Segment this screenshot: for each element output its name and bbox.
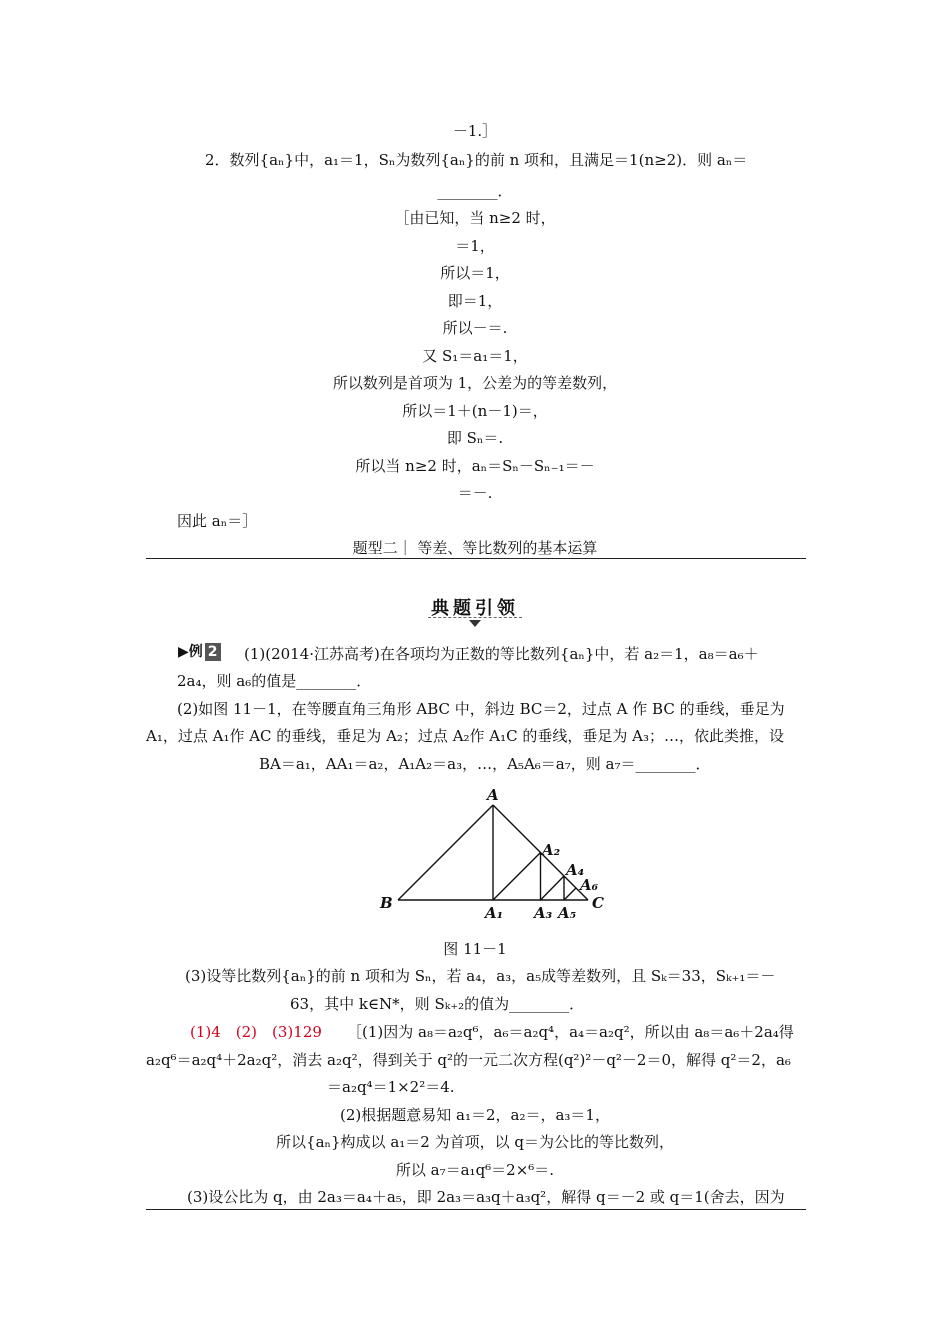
- segment-a5a6: [564, 888, 576, 900]
- solution-line: ＝1，: [455, 237, 495, 255]
- solution-line: 所以数列是首项为 1，公差为的等差数列，: [332, 374, 618, 392]
- label-a1: A₁: [485, 904, 504, 922]
- example-number: 2: [205, 643, 221, 661]
- question-2-line: (2)如图 11－1，在等腰直角三角形 ABC 中，斜边 BC＝2，过点 A 作 BC 的垂线，垂足为: [177, 700, 785, 718]
- label-a2: A₂: [542, 841, 561, 859]
- solution-line: 所以{aₙ}构成以 a₁＝2 为首项，以 q＝为公比的等比数列，: [276, 1133, 674, 1151]
- question-2-line: BA＝a₁，AA₁＝a₂，A₁A₂＝a₃，…，A₅A₆＝a₇，则 a₇＝________．: [259, 755, 711, 773]
- solution-line: ［(1)因为 a₈＝a₂q⁶，a₆＝a₂q⁴，a₄＝a₂q²，所以由 a₈＝a₆＋2a₄得: [347, 1023, 794, 1041]
- solution-line: 所以当 n≥2 时，aₙ＝Sₙ－Sₙ₋₁＝－: [355, 457, 595, 475]
- solution-line: 因此 aₙ＝］: [177, 512, 258, 530]
- label-a3: A₃: [534, 904, 553, 922]
- solution-line: 又 S₁＝a₁＝1，: [422, 347, 528, 365]
- play-icon: ▶: [178, 644, 189, 660]
- solution-line: 即＝1，: [447, 292, 503, 310]
- section-title: 题型二｜ 等差、等比数列的基本运算: [352, 539, 598, 557]
- text-line: －1.］: [452, 122, 498, 140]
- label-b: B: [380, 894, 393, 912]
- figure-caption: 图 11－1: [443, 940, 507, 958]
- triangle-figure: [370, 782, 620, 932]
- example-badge: [178, 643, 221, 661]
- question-2-line: A₁，过点 A₁作 AC 的垂线，垂足为 A₂；过点 A₂作 A₁C 的垂线，垂足为 A₃；…，依此类推，设: [146, 727, 785, 745]
- heading-triangle-icon: [469, 620, 481, 627]
- problem-2-line: 2．数列{aₙ}中，a₁＝1，Sₙ为数列{aₙ}的前 n 项和，且满足＝1(n≥2)．则 aₙ＝: [205, 151, 748, 169]
- solution-line: ［由已知，当 n≥2 时，: [394, 209, 556, 227]
- label-a5: A₅: [558, 904, 577, 922]
- solution-line: 即 Sₙ＝.: [446, 429, 504, 447]
- question-3-line: 63，其中 k∈N*，则 Sₖ₊₂的值为________．: [290, 995, 585, 1013]
- segment-a3a4: [541, 876, 565, 900]
- solution-line: 所以－＝.: [442, 319, 508, 337]
- answer-values: (1)4 (2) (3)129: [190, 1023, 322, 1041]
- answer-blank: ________．: [437, 182, 513, 200]
- solution-line: ＝a₂q⁴＝1×2²＝4.: [327, 1078, 455, 1096]
- solution-line: 所以 a₇＝a₁q⁶＝2×⁶＝.: [395, 1161, 555, 1179]
- label-a6: A₆: [580, 876, 599, 894]
- solution-line: ＝－.: [457, 484, 493, 502]
- section-divider: [146, 558, 806, 559]
- solution-line: a₂q⁶＝a₂q⁴＋2a₂q²，消去 a₂q²，得到关于 q²的一元二次方程(q²)²－q²－2＝0，解得 q²＝2，a₆: [146, 1051, 791, 1069]
- example-label: 例: [188, 644, 203, 660]
- heading-title: 典题引领: [431, 598, 519, 619]
- segment-a1a2: [493, 853, 541, 901]
- solution-line: (3)设公比为 q，由 2a₃＝a₄＋a₅，即 2a₃＝a₃q＋a₃q²，解得 q＝－2 或 q＝1(舍去，因为: [187, 1188, 785, 1206]
- solution-line: 所以＝1，: [440, 264, 510, 282]
- heading-underline: [428, 617, 522, 618]
- label-a4: A₄: [566, 861, 585, 879]
- label-a: A: [487, 786, 499, 804]
- page-bottom-divider: [146, 1209, 806, 1210]
- solution-line: (2)根据题意易知 a₁＝2，a₂＝，a₃＝1，: [340, 1106, 610, 1124]
- segment-ba: [398, 805, 493, 900]
- label-c: C: [592, 894, 604, 912]
- solution-line: 所以＝1＋(n－1)＝，: [402, 402, 548, 420]
- question-3-line: (3)设等比数列{aₙ}的前 n 项和为 Sₙ，若 a₄，a₃，a₅成等差数列，且 Sₖ＝33，Sₖ₊₁＝－: [185, 967, 776, 985]
- question-1-line: 2a₄，则 a₆的值是________．: [177, 672, 372, 690]
- question-1-line: (1)(2014·江苏高考)在各项均为正数的等比数列{aₙ}中，若 a₂＝1，a₈＝a₆＋: [244, 645, 759, 663]
